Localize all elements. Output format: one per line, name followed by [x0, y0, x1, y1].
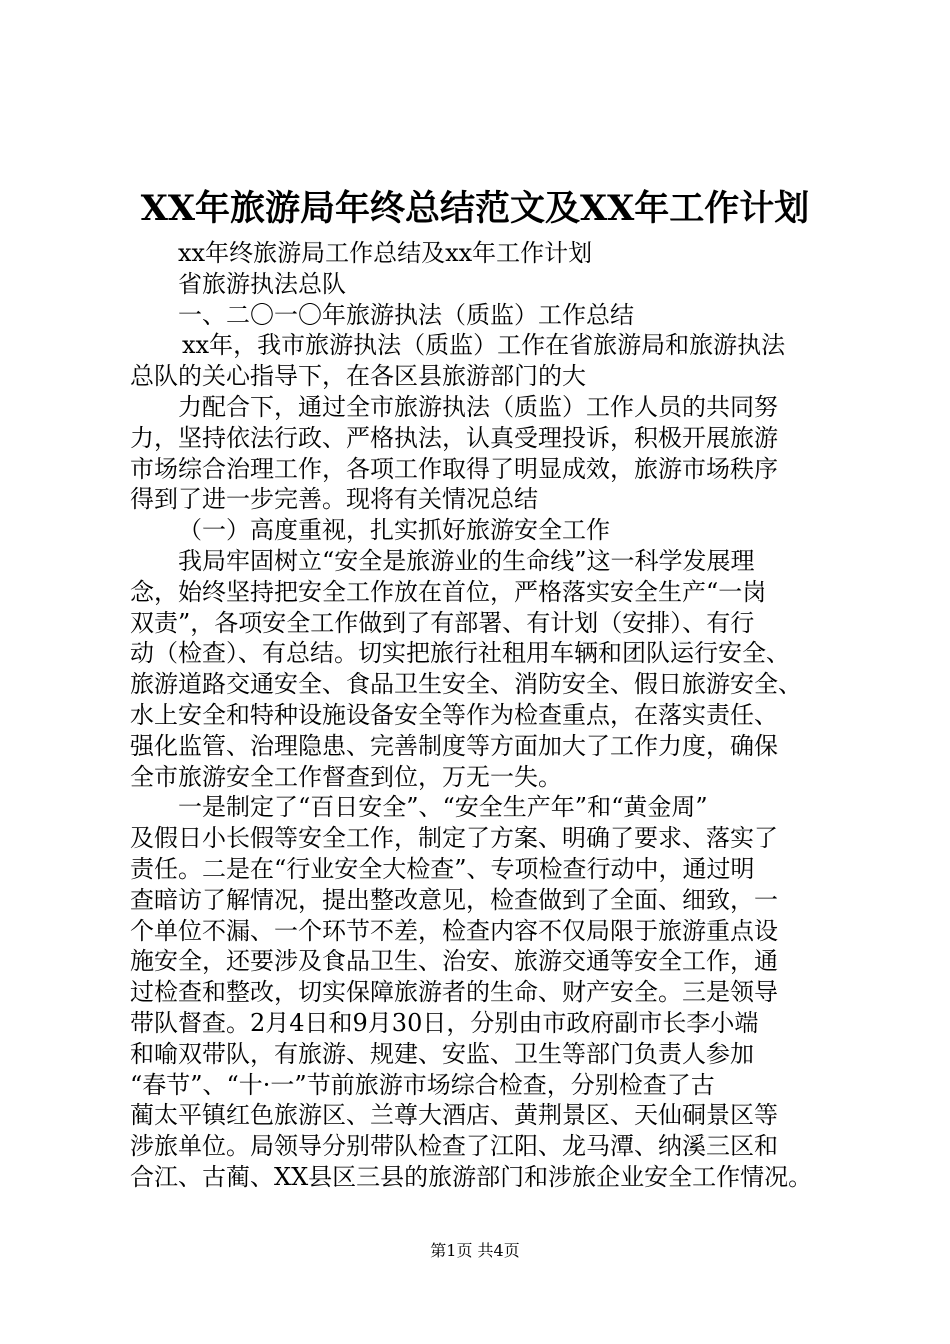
text-line: 市场综合治理工作，各项工作取得了明显成效，旅游市场秩序 — [130, 454, 778, 483]
text-line: 力配合下，通过全市旅游执法（质监）工作人员的共同努 — [178, 392, 778, 421]
text-line: 强化监管、治理隐患、完善制度等方面加大了工作力度，确保 — [130, 731, 778, 760]
text-line: 省旅游执法总队 — [178, 269, 346, 298]
text-line: 涉旅单位。局领导分别带队检查了江阳、龙马潭、纳溪三区和 — [130, 1132, 778, 1161]
text-line: 双责”，各项安全工作做到了有部署、有计划（安排）、有行 — [130, 608, 755, 637]
text-line: 念，始终坚持把安全工作放在首位，严格落实安全生产“一岗 — [130, 577, 767, 606]
text-line: 旅游道路交通安全、食品卫生安全、消防安全、假日旅游安全、 — [130, 670, 802, 699]
text-line: 及假日小长假等安全工作，制定了方案、明确了要求、落实了 — [130, 824, 778, 853]
text-line: 全市旅游安全工作督查到位，万无一失。 — [130, 762, 562, 791]
document-body — [130, 238, 830, 1193]
text-line: 责任。二是在“行业安全大检查”、专项检查行动中，通过明 — [130, 854, 755, 883]
text-line: 施安全，还要涉及食品卫生、治安、旅游交通等安全工作，通 — [130, 947, 778, 976]
section-heading: 一、二〇一〇年旅游执法（质监）工作总结 — [178, 300, 634, 329]
text-line: 得到了进一步完善。现将有关情况总结 — [130, 485, 538, 514]
text-line: 和喻双带队，有旅游、规建、安监、卫生等部门负责人参加 — [130, 1039, 754, 1068]
text-line: 力，坚持依法行政、严格执法，认真受理投诉，积极开展旅游 — [130, 423, 778, 452]
page-footer: 第1页 共4页 — [430, 1241, 520, 1260]
text-line: 水上安全和特种设施设备安全等作为检查重点，在落实责任、 — [130, 700, 778, 729]
text-line: 合江、古蔺、XX县区三县的旅游部门和涉旅企业安全工作情况。 — [130, 1162, 813, 1191]
text-line: 带队督查。2月4日和9月30日，分别由市政府副市长李小端 — [130, 1008, 759, 1037]
text-line: 动（检查）、有总结。切实把旅行社租用车辆和团队运行安全、 — [130, 639, 790, 668]
document-title: XX年旅游局年终总结范文及XX年工作计划 — [140, 188, 810, 229]
text-line: 总队的关心指导下，在各区县旅游部门的大 — [130, 362, 586, 391]
text-line: 一是制定了“百日安全”、“安全生产年”和“黄金周” — [178, 793, 708, 822]
text-line: 个单位不漏、一个环节不差，检查内容不仅局限于旅游重点设 — [130, 916, 778, 945]
text-line: 查暗访了解情况，提出整改意见，检查做到了全面、细致，一 — [130, 885, 778, 914]
subsection-heading: （一）高度重视，扎实抓好旅游安全工作 — [178, 516, 610, 545]
text-line: 我局牢固树立“安全是旅游业的生命线”这一科学发展理 — [178, 546, 755, 575]
text-line: xx年，我市旅游执法（质监）工作在省旅游局和旅游执法 — [182, 331, 786, 360]
text-line: xx年终旅游局工作总结及xx年工作计划 — [178, 239, 593, 267]
text-line: 蔺太平镇红色旅游区、兰尊大酒店、黄荆景区、天仙硐景区等 — [130, 1101, 778, 1130]
text-line: “春节”、“十·一”节前旅游市场综合检查，分别检查了古 — [130, 1070, 715, 1099]
text-line: 过检查和整改，切实保障旅游者的生命、财产安全。三是领导 — [130, 978, 778, 1007]
